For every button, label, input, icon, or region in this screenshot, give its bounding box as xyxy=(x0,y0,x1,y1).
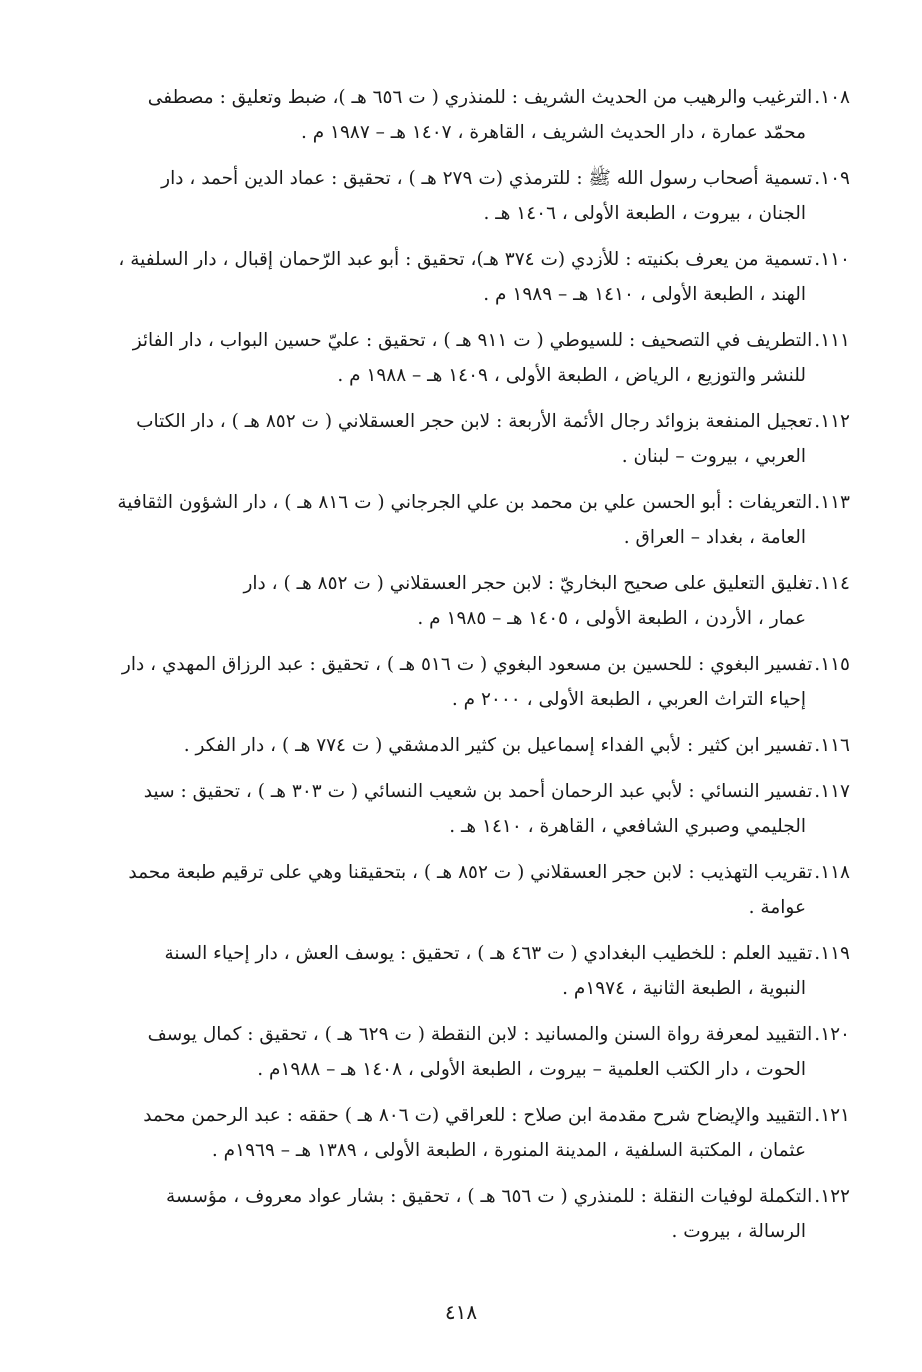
bibliography-entry xyxy=(78,1179,850,1249)
entry-text: تغليق التعليق على صحيح البخاريّ : لابن حجر العسقلاني ( ت ٨٥٢ هـ ) ، دار xyxy=(243,573,813,594)
entry-continuation-line: الجنان ، بيروت ، الطبعة الأولى ، ١٤٠٦ هـ . xyxy=(483,203,806,224)
entry-first-line xyxy=(78,728,850,763)
entry-number: ١٢١. xyxy=(814,1105,850,1126)
entry-continuation-line: عثمان ، المكتبة السلفية ، المدينة المنورة ، الطبعة الأولى ، ١٣٨٩ هـ – ١٩٦٩م . xyxy=(211,1140,806,1161)
entry-number: ١١٥. xyxy=(814,654,850,675)
entry-first-line xyxy=(78,161,850,196)
bibliography-entry xyxy=(78,647,850,717)
entry-continuation-line: النبوية ، الطبعة الثانية ، ١٩٧٤م . xyxy=(562,978,806,999)
bibliography-entry xyxy=(78,855,850,925)
entry-first-line xyxy=(78,1098,850,1133)
entry-first-line xyxy=(78,774,850,809)
entry-continuation-line: الحوت ، دار الكتب العلمية – بيروت ، الطبعة الأولى ، ١٤٠٨ هـ – ١٩٨٨م . xyxy=(257,1059,806,1080)
entry-first-line xyxy=(78,855,850,890)
entry-first-line xyxy=(78,242,850,277)
entry-number: ١٠٩. xyxy=(814,168,850,189)
entry-number: ١١٨. xyxy=(814,862,850,883)
entry-first-line xyxy=(78,404,850,439)
bibliography-entry xyxy=(78,728,850,763)
entry-number: ١١٩. xyxy=(814,943,850,964)
entry-text: الترغيب والرهيب من الحديث الشريف : للمنذري ( ت ٦٥٦ هـ )، ضبط وتعليق : مصطفى xyxy=(147,87,813,108)
entry-text: التقييد والإيضاح شرح مقدمة ابن صلاح : للعراقي (ت ٨٠٦ هـ ) حققه : عبد الرحمن محمد xyxy=(143,1105,813,1126)
entry-text: تسمية أصحاب رسول الله ﷺ : للترمذي (ت ٢٧٩ هـ ) ، تحقيق : عماد الدين أحمد ، دار xyxy=(161,168,813,189)
bibliography-entry xyxy=(78,936,850,1006)
entry-text: تفسير البغوي : للحسين بن مسعود البغوي ( ت ٥١٦ هـ ) ، تحقيق : عبد الرزاق المهدي ، دار xyxy=(121,654,813,675)
entry-continuation-line: الرسالة ، بيروت . xyxy=(671,1221,806,1242)
entry-number: ١١٧. xyxy=(814,781,850,802)
entry-number: ١١٣. xyxy=(814,492,850,513)
bibliography-entry xyxy=(78,485,850,555)
entry-first-line xyxy=(78,485,850,520)
page-number: ٤١٨ xyxy=(444,1300,478,1324)
bibliography-entry xyxy=(78,80,850,150)
entry-continuation-line: عمار ، الأردن ، الطبعة الأولى ، ١٤٠٥ هـ – ١٩٨٥ م . xyxy=(417,608,806,629)
bibliography-entry xyxy=(78,161,850,231)
bibliography-entry xyxy=(78,566,850,636)
entry-first-line xyxy=(78,936,850,971)
entry-first-line xyxy=(78,566,850,601)
entry-continuation-line: العامة ، بغداد – العراق . xyxy=(623,527,806,548)
entry-number: ١١٠. xyxy=(814,249,850,270)
entry-continuation-line: الجليمي وصبري الشافعي ، القاهرة ، ١٤١٠ هـ . xyxy=(449,816,806,837)
entry-first-line xyxy=(78,323,850,358)
entry-text: تقريب التهذيب : لابن حجر العسقلاني ( ت ٨٥٢ هـ ) ، بتحقيقنا وهي على ترقيم طبعة محمد xyxy=(128,862,813,883)
entry-continuation-line: محمّد عمارة ، دار الحديث الشريف ، القاهرة ، ١٤٠٧ هـ – ١٩٨٧ م . xyxy=(300,122,806,143)
bibliography-entry xyxy=(78,242,850,312)
entry-number: ١١١. xyxy=(814,330,850,351)
entry-first-line xyxy=(78,80,850,115)
entry-text: التطريف في التصحيف : للسيوطي ( ت ٩١١ هـ ) ، تحقيق : عليّ حسين البواب ، دار الفائز xyxy=(132,330,813,351)
entry-text: تفسير ابن كثير : لأبي الفداء إسماعيل بن كثير الدمشقي ( ت ٧٧٤ هـ ) ، دار الفكر . xyxy=(183,735,813,756)
entry-first-line xyxy=(78,1179,850,1214)
entry-text: التكملة لوفيات النقلة : للمنذري ( ت ٦٥٦ هـ ) ، تحقيق : بشار عواد معروف ، مؤسسة xyxy=(165,1186,813,1207)
entry-continuation-line: إحياء التراث العربي ، الطبعة الأولى ، ٢٠٠٠ م . xyxy=(451,689,806,710)
entry-continuation-line: العربي ، بيروت – لبنان . xyxy=(621,446,806,467)
entry-text: تفسير النسائي : لأبي عبد الرحمان أحمد بن شعيب النسائي ( ت ٣٠٣ هـ ) ، تحقيق : سيد xyxy=(143,781,813,802)
entry-first-line xyxy=(78,1017,850,1052)
entry-number: ١٠٨. xyxy=(814,87,850,108)
entry-continuation-line: عوامة . xyxy=(748,897,806,918)
bibliography-entry xyxy=(78,774,850,844)
entry-number: ١٢٠. xyxy=(814,1024,850,1045)
entry-continuation-line: للنشر والتوزيع ، الرياض ، الطبعة الأولى ، ١٤٠٩ هـ – ١٩٨٨ م . xyxy=(337,365,806,386)
entry-number: ١١٤. xyxy=(814,573,850,594)
bibliography-entry xyxy=(78,1098,850,1168)
entry-number: ١٢٢. xyxy=(814,1186,850,1207)
bibliography-entry xyxy=(78,1017,850,1087)
entry-text: تقييد العلم : للخطيب البغدادي ( ت ٤٦٣ هـ ) ، تحقيق : يوسف العش ، دار إحياء السنة xyxy=(164,943,813,964)
entry-text: التعريفات : أبو الحسن علي بن محمد بن علي الجرجاني ( ت ٨١٦ هـ ) ، دار الشؤون الثقافية xyxy=(117,492,813,513)
entry-first-line xyxy=(78,647,850,682)
entry-text: تعجيل المنفعة بزوائد رجال الأئمة الأربعة : لابن حجر العسقلاني ( ت ٨٥٢ هـ ) ، دار الكتاب xyxy=(136,411,813,432)
entry-number: ١١٢. xyxy=(814,411,850,432)
bibliography-list xyxy=(78,80,850,1260)
bibliography-entry xyxy=(78,404,850,474)
entry-text: تسمية من يعرف بكنيته : للأزدي (ت ٣٧٤ هـ)، تحقيق : أبو عبد الرّحمان إقبال ، دار السلفية ، xyxy=(118,249,813,270)
entry-text: التقييد لمعرفة رواة السنن والمسانيد : لابن النقطة ( ت ٦٢٩ هـ ) ، تحقيق : كمال يوسف xyxy=(147,1024,813,1045)
entry-continuation-line: الهند ، الطبعة الأولى ، ١٤١٠ هـ – ١٩٨٩ م . xyxy=(483,284,806,305)
bibliography-entry xyxy=(78,323,850,393)
entry-number: ١١٦. xyxy=(814,735,850,756)
